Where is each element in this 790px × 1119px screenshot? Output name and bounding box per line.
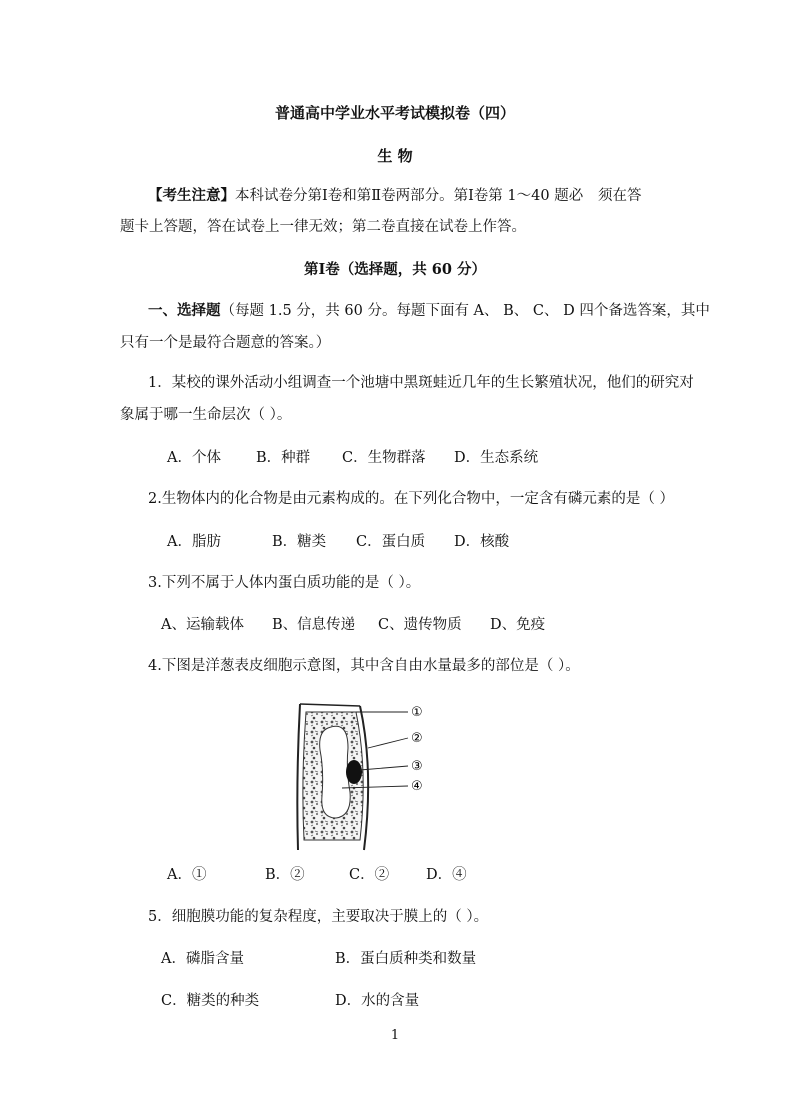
notice-line-1-tail: 须在答 <box>598 188 642 204</box>
figure-label-2: ② <box>411 731 423 746</box>
question-2-line-1: 2.生物体内的化合物是由元素构成的。在下列化合物中，一定含有磷元素的是（ ） <box>148 491 674 507</box>
question-2-option-c: C．蛋白质 <box>356 534 426 550</box>
question-5-option-b: B．蛋白质种类和数量 <box>335 951 477 967</box>
question-1-line-1: 1．某校的课外活动小组调查一个池塘中黑斑蛙近几年的生长繁殖状况，他们的研究对 <box>148 375 694 391</box>
question-2-option-a: A．脂肪 <box>167 534 221 550</box>
subject-title: 生 物 <box>377 147 413 165</box>
question-1-option-b: B．种群 <box>256 450 311 466</box>
question-3-option-a: A、运输载体 <box>161 617 244 633</box>
leader-line-2 <box>368 738 408 748</box>
figure-label-1: ① <box>411 705 423 720</box>
question-1-line-2: 象属于哪一生命层次（ ）。 <box>120 407 292 423</box>
question-4-line-1: 4.下图是洋葱表皮细胞示意图，其中含自由水量最多的部位是（ ）。 <box>148 658 580 674</box>
question-5-line-1: 5．细胞膜功能的复杂程度，主要取决于膜上的（ ）。 <box>148 909 489 925</box>
cell-wall-top <box>300 704 360 706</box>
figure-label-3: ③ <box>411 759 423 774</box>
question-3-option-c: C、遗传物质 <box>378 617 462 633</box>
nucleus <box>346 760 362 784</box>
question-4-option-d: D．④ <box>426 867 467 883</box>
question-3-option-b: B、信息传递 <box>272 617 356 633</box>
question-1-option-c: C．生物群落 <box>342 450 426 466</box>
question-1-option-d: D．生态系统 <box>454 450 539 466</box>
notice-label: 【考生注意】 <box>148 187 235 204</box>
question-2-option-d: D．核酸 <box>454 534 510 550</box>
notice-line-2: 题卡上答题，答在试卷上一律无效；第二卷直接在试卷上作答。 <box>120 219 526 235</box>
vacuole <box>320 726 351 818</box>
page-number: 1 <box>390 1028 400 1043</box>
question-5-option-a: A．磷脂含量 <box>161 951 244 967</box>
cell-wall-left <box>297 704 300 850</box>
section-title: 第Ⅰ卷（选择题，共 60 分） <box>303 261 487 278</box>
part-line-1 <box>148 301 710 321</box>
question-3-line-1: 3.下列不属于人体内蛋白质功能的是（ ）。 <box>148 575 421 591</box>
part-label: 一、选择题 <box>148 302 221 319</box>
part-line-2: 只有一个是最符合题意的答案。） <box>120 335 331 351</box>
question-5-option-c: C．糖类的种类 <box>161 993 260 1009</box>
question-4-option-a: A．① <box>167 867 207 883</box>
onion-cell-diagram <box>290 700 440 855</box>
question-1-option-a: A．个体 <box>167 450 221 466</box>
notice-text-1: 本科试卷分第Ⅰ卷和第Ⅱ卷两部分。第Ⅰ卷第 1～40 题必 <box>235 188 584 204</box>
question-2-option-b: B．糖类 <box>272 534 327 550</box>
figure-label-4: ④ <box>411 779 423 794</box>
question-4-option-b: B．② <box>265 867 305 883</box>
notice-line-1 <box>148 186 583 206</box>
question-5-option-d: D．水的含量 <box>335 993 420 1009</box>
question-3-option-d: D、免疫 <box>490 617 546 633</box>
exam-title: 普通高中学业水平考试模拟卷（四） <box>274 104 515 122</box>
question-4-option-c: C．② <box>349 867 390 883</box>
part-text-1: （每题 1.5 分，共 60 分。每题下面有 A、 B、 C、 D 四个备选答案，其中 <box>220 303 710 319</box>
